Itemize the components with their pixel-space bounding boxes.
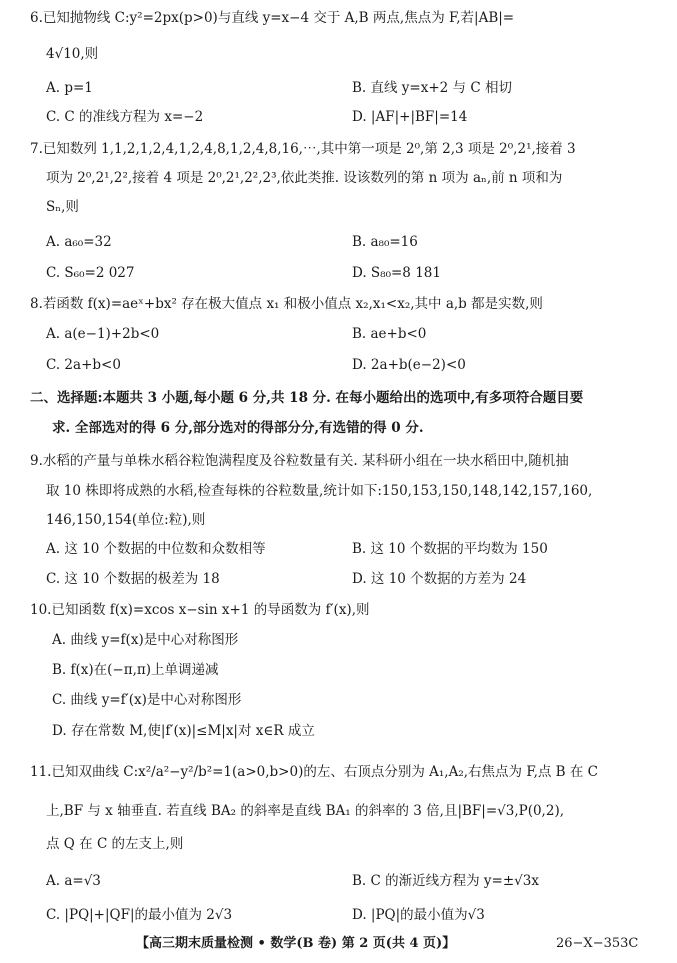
q7-option-a: A. a₆₀=32	[46, 234, 112, 250]
q6-option-d: D. |AF|+|BF|=14	[352, 109, 468, 125]
q6-option-c: C. C 的准线方程为 x=−2	[46, 109, 204, 125]
q8-option-d: D. 2a+b(e−2)<0	[352, 357, 466, 373]
q10-stem-line1: 10.已知函数 f(x)=xcos x−sin x+1 的导函数为 f′(x),则	[30, 602, 370, 618]
q8-option-c: C. 2a+b<0	[46, 357, 121, 373]
section2-header-line2: 求. 全部选对的得 6 分,部分选对的得部分分,有选错的得 0 分.	[52, 420, 424, 436]
q11-stem-line3: 点 Q 在 C 的左支上,则	[46, 836, 184, 852]
q7-stem-line1: 7.已知数列 1,1,2,1,2,4,1,2,4,8,1,2,4,8,16,⋯,其中第一项是 2⁰,第 2,3 项是 2⁰,2¹,接着 3	[30, 141, 576, 157]
footer-code: 26−X−353C	[556, 936, 639, 951]
q11-option-b: B. C 的渐近线方程为 y=±√3x	[352, 873, 539, 889]
q8-option-a: A. a(e−1)+2b<0	[46, 326, 160, 342]
q11-stem-line1: 11.已知双曲线 C:x²/a²−y²/b²=1(a>0,b>0)的左、右顶点分别为 A₁,A₂,右焦点为 F,点 B 在 C	[30, 764, 599, 780]
q9-stem-line3: 146,150,154(单位:粒),则	[46, 512, 206, 528]
section2-header-line1: 二、选择题:本题共 3 小题,每小题 6 分,共 18 分. 在每小题给出的选项中,有多项符合题目要	[30, 390, 584, 406]
q10-option-c: C. 曲线 y=f′(x)是中心对称图形	[52, 692, 242, 708]
q9-stem-line1: 9.水稻的产量与单株水稻谷粒饱满程度及谷粒数量有关. 某科研小组在一块水稻田中,随机抽	[30, 453, 569, 469]
q11-stem-line2: 上,BF 与 x 轴垂直. 若直线 BA₂ 的斜率是直线 BA₁ 的斜率的 3 倍,且|BF|=√3,P(0,2),	[46, 803, 564, 819]
q9-option-d: D. 这 10 个数据的方差为 24	[352, 571, 527, 587]
q10-option-d: D. 存在常数 M,使|f′(x)|≤M|x|对 x∈R 成立	[52, 723, 315, 739]
q7-stem-line2: 项为 2⁰,2¹,2²,接着 4 项是 2⁰,2¹,2²,2³,依此类推. 设该数列的第 n 项为 aₙ,前 n 项和为	[46, 170, 563, 186]
q6-option-b: B. 直线 y=x+2 与 C 相切	[352, 80, 512, 96]
q11-option-c: C. |PQ|+|QF|的最小值为 2√3	[46, 907, 233, 923]
q11-option-d: D. |PQ|的最小值为√3	[352, 907, 485, 923]
q10-option-b: B. f(x)在(−π,π)上单调递减	[52, 662, 219, 678]
q8-option-b: B. ae+b<0	[352, 326, 427, 342]
q6-option-a: A. p=1	[46, 80, 93, 96]
q7-option-b: B. a₈₀=16	[352, 234, 418, 250]
q11-option-a: A. a=√3	[46, 873, 101, 889]
q8-stem-line1: 8.若函数 f(x)=aeˣ+bx² 存在极大值点 x₁ 和极小值点 x₂,x₁<x₂,其中 a,b 都是实数,则	[30, 296, 543, 312]
q6-stem-line2: 4√10,则	[46, 46, 99, 62]
q7-stem-line3: Sₙ,则	[46, 199, 79, 215]
q9-option-c: C. 这 10 个数据的极差为 18	[46, 571, 220, 587]
q9-stem-line2: 取 10 株即将成熟的水稻,检查每株的谷粒数量,统计如下:150,153,150,148,142,157,160,	[46, 483, 593, 499]
footer-title: 【高三期末质量检测 • 数学(B 卷) 第 2 页(共 4 页)】	[136, 936, 456, 951]
q10-option-a: A. 曲线 y=f(x)是中心对称图形	[52, 632, 239, 648]
q7-option-c: C. S₆₀=2 027	[46, 265, 135, 281]
q7-option-d: D. S₈₀=8 181	[352, 265, 441, 281]
q6-stem-line1: 6.已知抛物线 C:y²=2px(p>0)与直线 y=x−4 交于 A,B 两点,焦点为 F,若|AB|=	[30, 10, 515, 26]
q9-option-b: B. 这 10 个数据的平均数为 150	[352, 541, 548, 557]
q9-option-a: A. 这 10 个数据的中位数和众数相等	[46, 541, 266, 557]
